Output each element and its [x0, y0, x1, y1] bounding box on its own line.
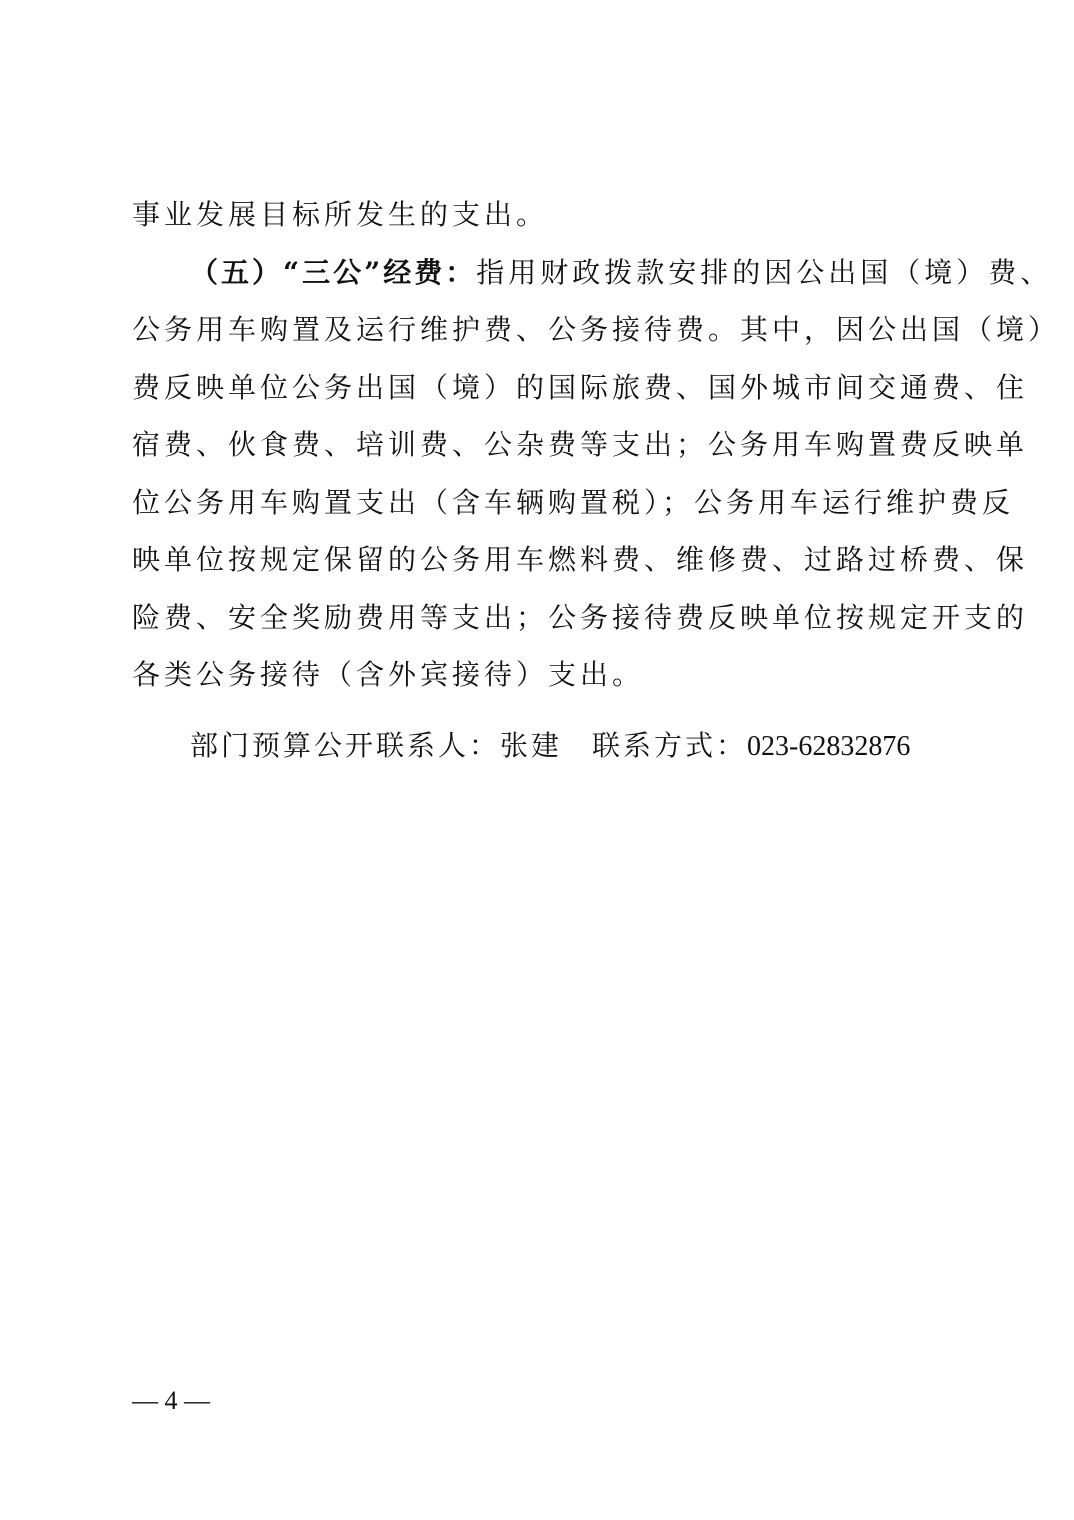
contact-phone: 023-62832876: [747, 731, 911, 762]
paragraph-line: 各类公务接待（含外宾接待）支出。: [132, 658, 645, 691]
paragraph-line: 位公务用车购置支出（含车辆购置税）；公务用车运行维护费反: [132, 485, 1015, 519]
paragraph-continuation: 事业发展目标所发生的支出。: [132, 198, 549, 231]
section-heading-three-public-expenses: （五）“三公”经费：: [190, 255, 477, 289]
contact-line: [190, 724, 910, 769]
body-text: [132, 186, 1061, 704]
page-number: — 4 —: [132, 1386, 210, 1415]
paragraph-line: 映单位按规定保留的公务用车燃料费、维修费、过路过桥费、保: [132, 543, 1029, 576]
paragraph-line: 费反映单位公务出国（境）的国际旅费、国外城市间交通费、住: [132, 370, 1029, 404]
paragraph-line: 公务用车购置及运行维护费、公务接待费。其中，因公出国（境）: [132, 313, 1061, 346]
paragraph-line: 宿费、伙食费、培训费、公杂费等支出；公务用车购置费反映单: [132, 428, 1029, 461]
paragraph-line: 险费、安全奖励费用等支出；公务接待费反映单位按规定开支的: [132, 600, 1029, 634]
paragraph-first-line: [132, 244, 1053, 302]
contact-person-name: 张建: [500, 729, 563, 762]
contact-phone-label: 联系方式：: [592, 729, 748, 762]
contact-person-label: 部门预算公开联系人：: [190, 729, 501, 762]
paragraph-first-line-text: 指用财政拨款安排的因公出国（境）费、: [476, 255, 1053, 289]
